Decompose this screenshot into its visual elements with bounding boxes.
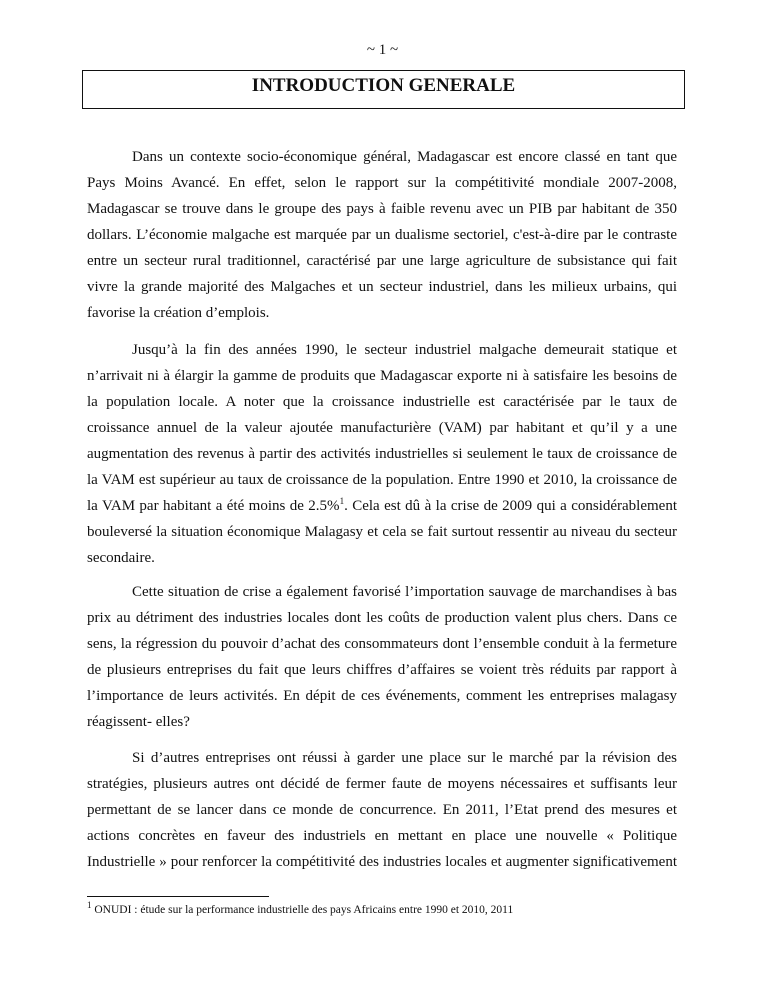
text-line: permettant de se lancer dans ce monde de concurrence. En 2011, l’Etat prend des mesures et [87, 802, 677, 818]
text-line: actions concrètes en faveur des industriels en mettant en place une nouvelle « Politique [87, 828, 677, 844]
text-line: Jusqu’à la fin des années 1990, le secteur industriel malgache demeurait statique et [132, 342, 677, 358]
paragraph-1 [87, 144, 677, 326]
text-line: sens, la régression du pouvoir d’achat des consommateurs dont l’ensemble conduit à la fermeture [87, 636, 677, 652]
text-line: vivre la grande majorité des Malgaches et un secteur industriel, dans les milieux urbains, qui [87, 279, 677, 295]
text-line: la population locale. A noter que la croissance industrielle est caractérisée par le taux de [87, 394, 677, 410]
footnote-text: ONUDI : étude sur la performance industrielle des pays Africains entre 1990 et 2010, 2011 [91, 904, 514, 916]
text-line: Dans un contexte socio-économique général, Madagascar est encore classé en tant que [132, 149, 677, 165]
paragraph-2 [87, 337, 677, 571]
text-line: la VAM est supérieur au taux de croissance de la population. Entre 1990 et 2010, la croissance de [87, 472, 677, 488]
text-line: croissance annuel de la valeur ajoutée manufacturière (VAM) par habitant et qu’il y a une [87, 420, 677, 436]
footnote-separator [87, 896, 269, 897]
text-line: l’importance de leurs activités. En dépit de ces événements, comment les entreprises malagasy [87, 688, 677, 704]
text-line: stratégies, plusieurs autres ont décidé de fermer faute de moyens nécessaires et suffisants leur [87, 776, 677, 792]
text-line: Si d’autres entreprises ont réussi à garder une place sur le marché par la révision des [132, 750, 677, 766]
text-segment: . Cela est dû à la crise de 2009 qui a considérablement [344, 498, 677, 514]
text-line: Madagascar se trouve dans le groupe des pays à faible revenu avec un PIB par habitant de 350 [87, 201, 677, 217]
text-line: prix au détriment des industries locales dont les coûts de production valent plus chers. Dans ce [87, 610, 677, 626]
text-line: Pays Moins Avancé. En effet, selon le rapport sur la compétitivité mondiale 2007-2008, [87, 175, 677, 191]
text-line: favorise la création d’emplois. [87, 305, 270, 321]
text-line: réagissent- elles? [87, 714, 190, 730]
text-line: entre un secteur rural traditionnel, caractérisé par une large agriculture de subsistance qui fait [87, 253, 677, 269]
footnote-reference: 1 [339, 496, 345, 506]
footnote [87, 900, 514, 916]
text-line: secondaire. [87, 550, 155, 566]
text-line: augmentation des revenus à partir des activités industrielles si seulement le taux de croissance de [87, 446, 677, 462]
page-number: ~ 1 ~ [366, 42, 399, 58]
text-line [87, 493, 677, 519]
text-segment: la VAM par habitant a été moins de 2.5% [87, 498, 340, 514]
text-line: dollars. L’économie malgache est marquée par un dualisme sectoriel, c'est-à-dire par le contraste [87, 227, 677, 243]
text-line: bouleversé la situation économique Malagasy et cela se fait surtout ressentir au niveau du secteur [87, 524, 677, 540]
text-line: n’arrivait ni à élargir la gamme de produits que Madagascar exporte ni à satisfaire les besoins de [87, 368, 677, 384]
text-line: de plusieurs entreprises du fait que leurs chiffres d’affaires se voient très réduits par rapport à [87, 662, 677, 678]
footnote-mark: 1 [87, 900, 92, 911]
title-box [82, 70, 685, 109]
paragraph-3 [87, 579, 677, 735]
text-line: Industrielle » pour renforcer la compétitivité des industries locales et augmenter significativement [87, 854, 677, 870]
text-line: Cette situation de crise a également favorisé l’importation sauvage de marchandises à bas [132, 584, 677, 600]
paragraph-4 [87, 745, 677, 875]
page-title: INTRODUCTION GENERALE [251, 75, 516, 96]
